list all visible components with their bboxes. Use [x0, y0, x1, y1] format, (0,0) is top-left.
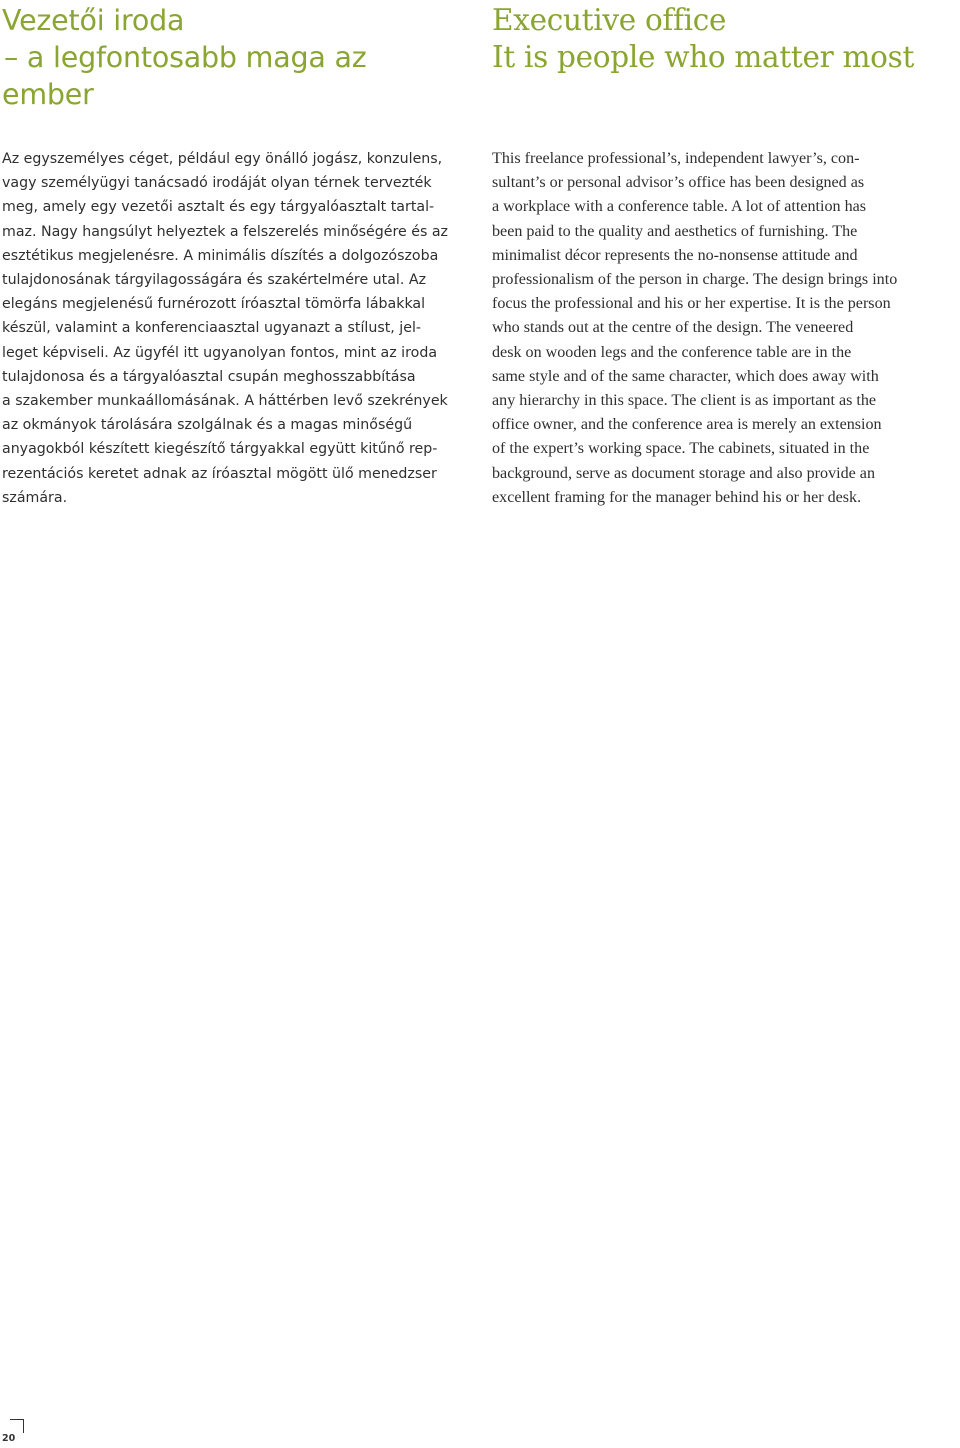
english-title-line: Executive office	[492, 3, 727, 37]
english-title-line: It is people who matter most	[492, 40, 915, 74]
english-body-line: of the expert’s working space. The cabinets, situated in the	[492, 440, 870, 458]
hungarian-body-line: esztétikus megjelenésre. A minimális díszítés a dolgozószoba	[2, 247, 439, 264]
hungarian-title-line: – a legfontosabb maga az	[4, 41, 367, 74]
hungarian-body-text	[2, 147, 472, 510]
hungarian-body-line: elegáns megjelenésű furnérozott íróasztal tömörfa lábakkal	[2, 296, 426, 313]
hungarian-body-line: vagy személyügyi tanácsadó irodáját olyan térnek tervezték	[2, 175, 432, 192]
hungarian-body-line: a szakember munkaállomásának. A háttérben levő szekrények	[2, 393, 448, 410]
hungarian-body-line: anyagokból készített kiegészítő tárgyakkal együtt kitűnő rep-	[2, 441, 438, 458]
hungarian-body-line: készül, valamint a konferenciaasztal ugyanazt a stílust, jel-	[2, 320, 422, 337]
english-title	[492, 2, 954, 76]
english-column	[492, 0, 954, 506]
hungarian-body-line: tulajdonosának tárgyilagosságára és szakértelmére utal. Az	[2, 272, 427, 289]
hungarian-body-line: számára.	[2, 489, 68, 506]
english-body-text	[492, 147, 954, 510]
hungarian-body-line: az okmányok tárolására szolgálnak és a magas minőségű	[2, 417, 413, 434]
hungarian-body-line: meg, amely egy vezetői asztalt és egy tárgyalóasztalt tartal-	[2, 199, 435, 216]
english-body-line: same style and of the same character, which does away with	[492, 367, 879, 385]
hungarian-body-line: rezentációs keretet adnak az íróasztal mögött ülő menedzser	[2, 465, 437, 482]
hungarian-title-line: Vezetői iroda	[2, 4, 185, 37]
english-body-line: This freelance professional’s, independent lawyer’s, con-	[492, 150, 860, 167]
hungarian-body-line: maz. Nagy hangsúlyt helyeztek a felszerelés minőségére és az	[2, 223, 449, 240]
english-body-line: who stands out at the centre of the design. The veneered	[492, 319, 854, 337]
english-body-line: office owner, and the conference area is merely an extension	[492, 416, 882, 434]
hungarian-body-line: Az egyszemélyes céget, például egy önálló jogász, konzulens,	[2, 151, 443, 167]
hungarian-title-line: ember	[2, 78, 94, 111]
english-body-line: a workplace with a conference table. A lot of attention has	[492, 198, 867, 216]
english-body-line: excellent framing for the manager behind his or her desk.	[492, 488, 862, 506]
english-body-line: any hierarchy in this space. The client is as important as the	[492, 392, 877, 410]
corner-crop-mark	[10, 1419, 24, 1433]
hungarian-column	[2, 0, 472, 506]
english-body-line: been paid to the quality and aesthetics of furnishing. The	[492, 222, 858, 240]
english-body-line: background, serve as document storage and also provide an	[492, 464, 875, 482]
hungarian-body-line: leget képviseli. Az ügyfél itt ugyanolyan fontos, mint az iroda	[2, 344, 438, 361]
english-body-line: professionalism of the person in charge. The design brings into	[492, 271, 898, 289]
english-body-line: sultant’s or personal advisor’s office has been designed as	[492, 174, 865, 192]
english-body-line: desk on wooden legs and the conference table are in the	[492, 343, 852, 361]
hungarian-title	[2, 2, 472, 113]
page-number: 20	[2, 1433, 16, 1444]
hungarian-body-line: tulajdonosa és a tárgyalóasztal csupán meghosszabbítása	[2, 368, 416, 385]
english-body-line: focus the professional and his or her expertise. It is the person	[492, 295, 891, 313]
english-body-line: minimalist décor represents the no-nonsense attitude and	[492, 246, 858, 264]
